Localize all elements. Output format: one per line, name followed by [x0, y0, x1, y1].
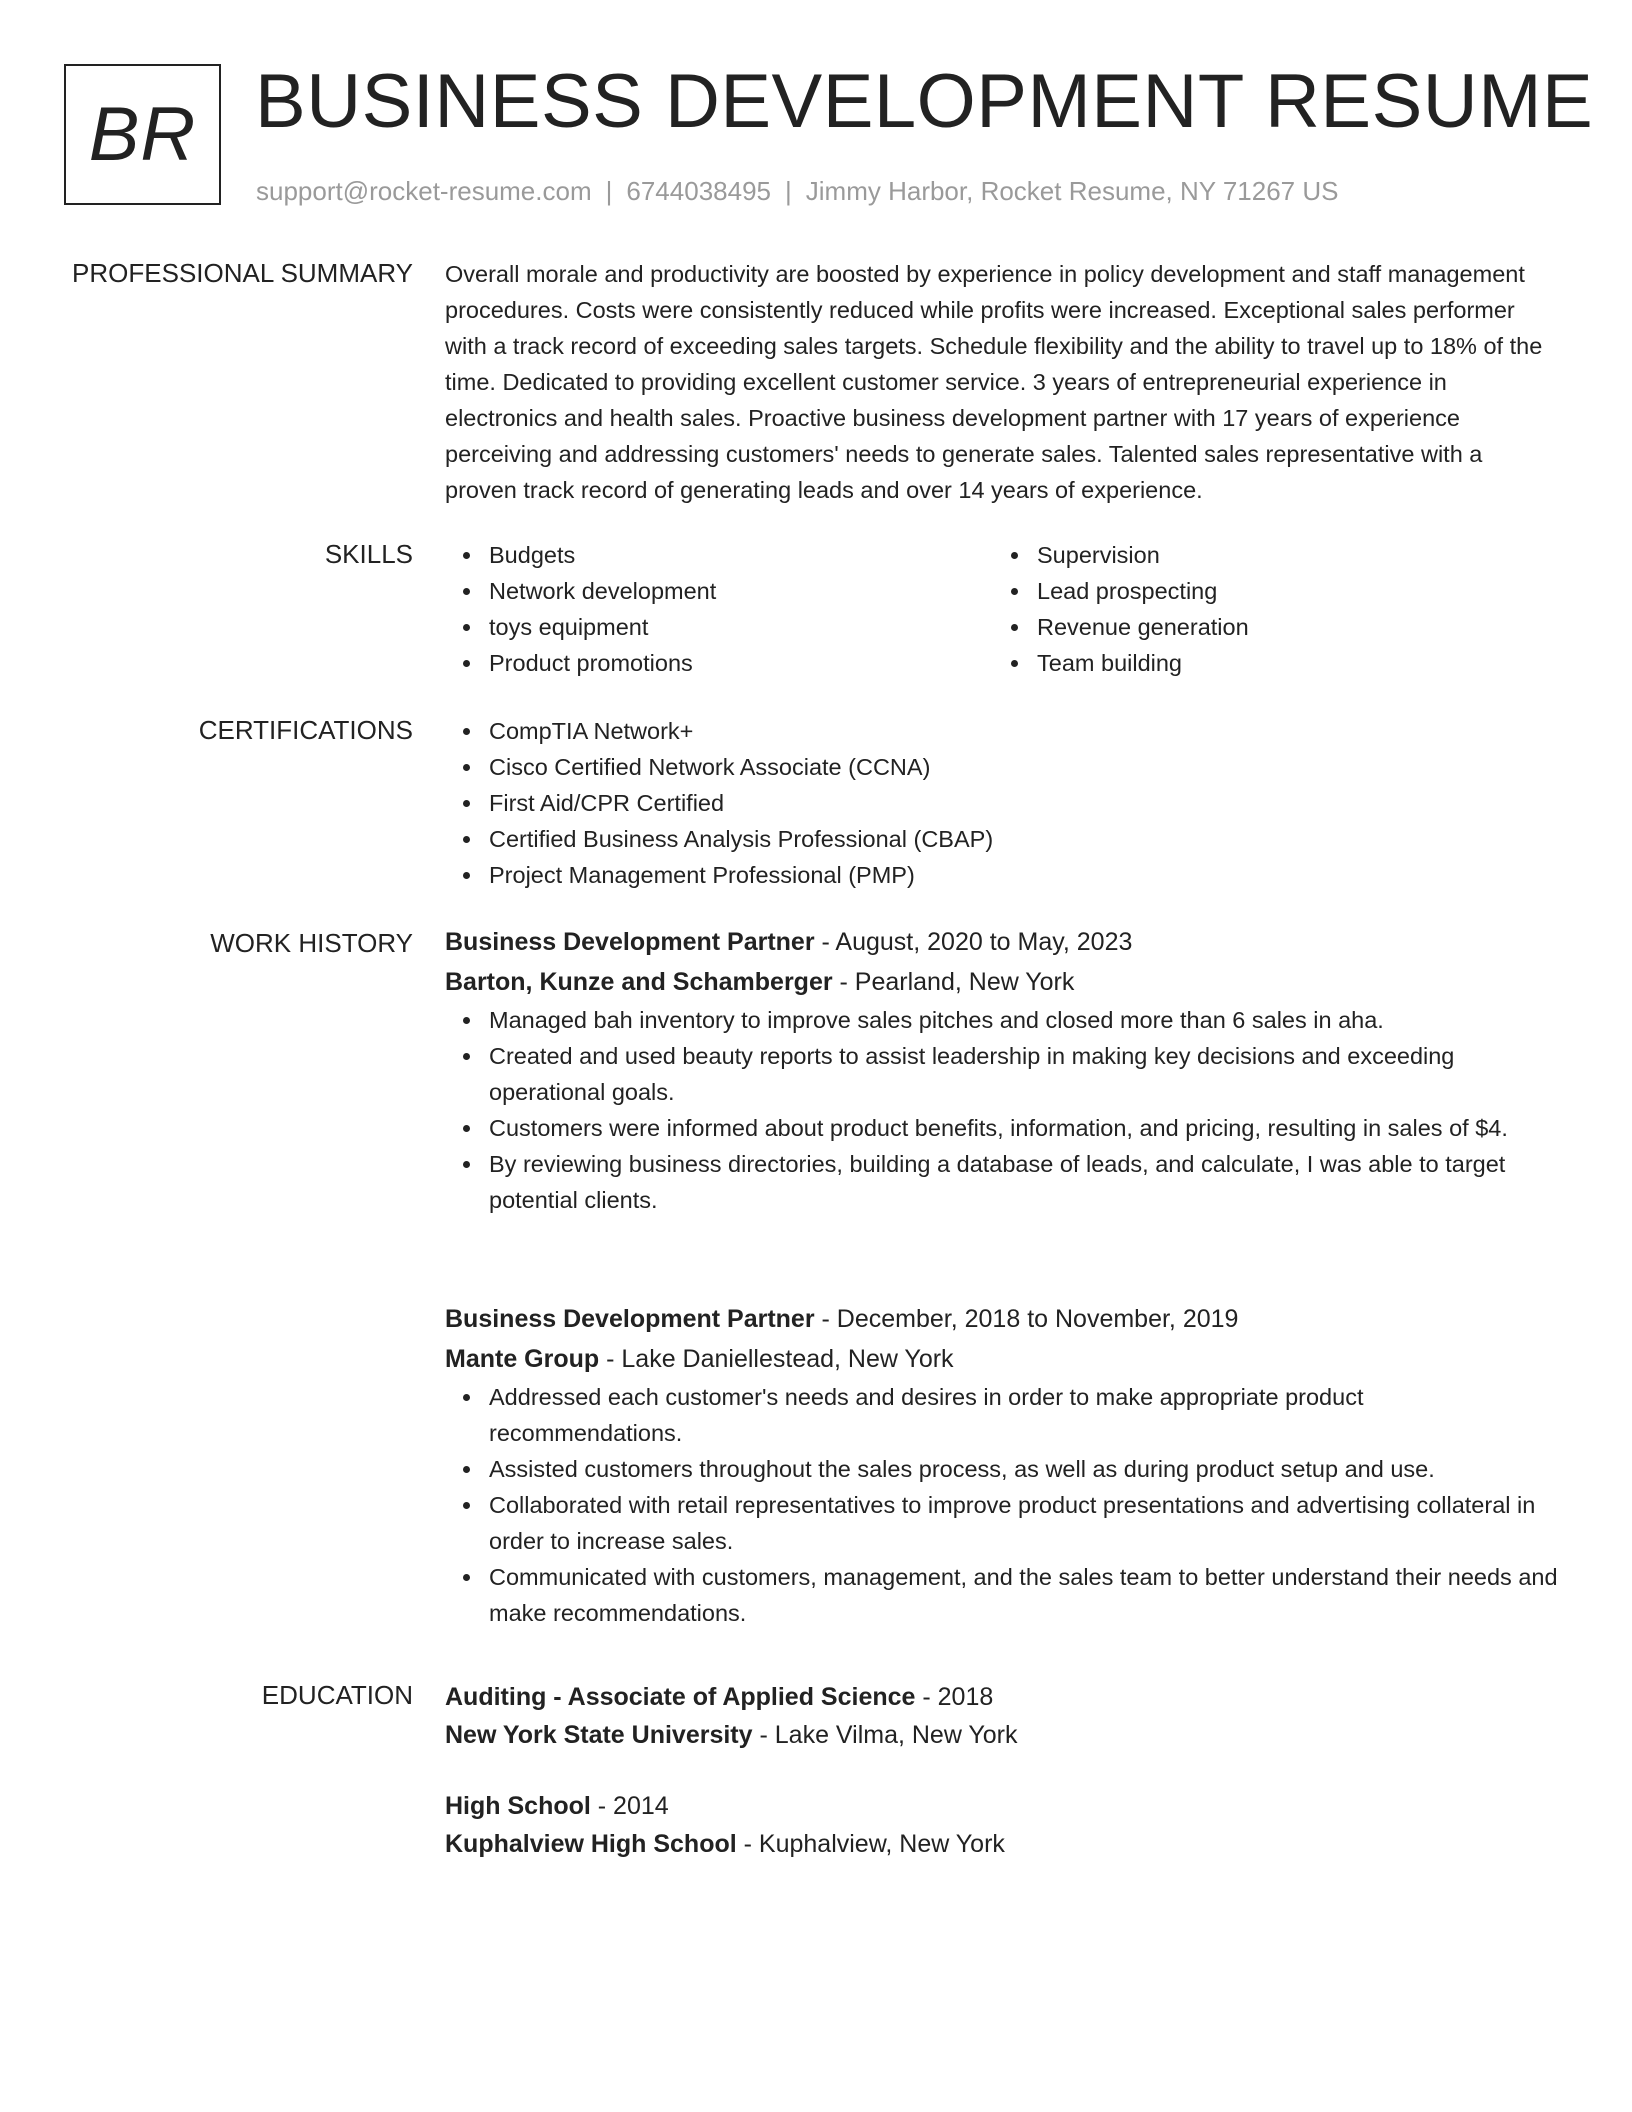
education-location: - Lake Vilma, New York — [752, 1721, 1018, 1749]
skill-item: toys equipment — [489, 609, 993, 645]
job-company-line — [445, 962, 1560, 1002]
certifications-label: CERTIFICATIONS — [198, 715, 413, 745]
job-location: - Lake Daniellestead, New York — [599, 1345, 954, 1373]
resume-title: BUSINESS DEVELOPMENT RESUME — [255, 59, 1594, 144]
resume-header — [64, 59, 1594, 214]
certification-item: Certified Business Analysis Professional (CBAP) — [489, 821, 1560, 857]
job-bullets — [445, 1379, 1560, 1631]
contact-separator: | — [785, 176, 792, 206]
job-title: Business Development Partner — [445, 928, 815, 956]
job-bullet: Communicated with customers, management, and the sales team to better understand their needs and make recommendations. — [489, 1559, 1560, 1631]
certification-item: Cisco Certified Network Associate (CCNA) — [489, 749, 1560, 785]
job-title: Business Development Partner — [445, 1305, 815, 1333]
skills-body — [445, 537, 1560, 681]
skill-item: Supervision — [1037, 537, 1541, 573]
education-entry — [445, 1678, 1560, 1754]
job-dates: - August, 2020 to May, 2023 — [814, 928, 1133, 956]
job-location: - Pearland, New York — [832, 968, 1075, 996]
job-company: Mante Group — [445, 1345, 600, 1373]
education-degree: High School — [445, 1792, 591, 1820]
skills-grid — [445, 537, 1560, 681]
job-entry — [445, 922, 1560, 1218]
job-company: Barton, Kunze and Schamberger — [445, 968, 833, 996]
certification-item: Project Management Professional (PMP) — [489, 857, 1560, 893]
job-bullet: By reviewing business directories, building a database of leads, and calculate, I was able to target potential clients. — [489, 1146, 1560, 1218]
contact-line — [256, 176, 1339, 207]
education-degree-line — [445, 1678, 1560, 1716]
education-school: Kuphalview High School — [445, 1830, 737, 1858]
job-dates: - December, 2018 to November, 2019 — [814, 1305, 1239, 1333]
education-degree-line — [445, 1787, 1560, 1825]
work-history-label: WORK HISTORY — [210, 928, 413, 958]
job-company-line — [445, 1339, 1560, 1379]
education-body — [445, 1678, 1560, 1863]
contact-address: Jimmy Harbor, Rocket Resume, NY 71267 US — [805, 176, 1339, 206]
summary-label: PROFESSIONAL SUMMARY — [72, 258, 413, 288]
job-bullet: Managed bah inventory to improve sales pitches and closed more than 6 sales in aha. — [489, 1002, 1560, 1038]
job-bullet: Assisted customers throughout the sales process, as well as during product setup and use. — [489, 1451, 1560, 1487]
skill-item: Revenue generation — [1037, 609, 1541, 645]
contact-email: support@rocket-resume.com — [256, 176, 592, 206]
education-school: New York State University — [445, 1721, 753, 1749]
job-bullet: Customers were informed about product benefits, information, and pricing, resulting in sales of $4. — [489, 1110, 1560, 1146]
certification-item: First Aid/CPR Certified — [489, 785, 1560, 821]
job-title-line — [445, 1299, 1560, 1339]
certifications-section — [64, 713, 1564, 903]
skills-section — [64, 537, 1564, 687]
job-bullet: Collaborated with retail representatives to improve product presentations and advertising collateral in order to increase sales. — [489, 1487, 1560, 1559]
monogram-logo: BR — [64, 64, 221, 205]
education-school-line — [445, 1716, 1560, 1754]
education-entry — [445, 1787, 1560, 1863]
job-entry — [445, 1299, 1560, 1631]
summary-body — [445, 256, 1560, 508]
job-bullet: Created and used beauty reports to assist leadership in making key decisions and exceeding operational goals. — [489, 1038, 1560, 1110]
skill-item: Team building — [1037, 645, 1541, 681]
education-year: - 2018 — [915, 1683, 994, 1711]
education-label: EDUCATION — [261, 1680, 413, 1710]
skills-column-right — [993, 537, 1541, 681]
skill-item: Budgets — [489, 537, 993, 573]
education-section — [64, 1678, 1564, 1878]
certification-item: CompTIA Network+ — [489, 713, 1560, 749]
skills-column-left — [445, 537, 993, 681]
skill-item: Product promotions — [489, 645, 993, 681]
contact-phone: 6744038495 — [626, 176, 771, 206]
skill-item: Lead prospecting — [1037, 573, 1541, 609]
education-year: - 2014 — [590, 1792, 669, 1820]
skills-label: SKILLS — [324, 539, 413, 569]
skill-item: Network development — [489, 573, 993, 609]
job-bullets — [445, 1002, 1560, 1218]
job-title-line — [445, 922, 1560, 962]
education-location: - Kuphalview, New York — [736, 1830, 1005, 1858]
contact-separator: | — [605, 176, 613, 206]
education-degree: Auditing - Associate of Applied Science — [445, 1683, 916, 1711]
work-history-body — [445, 922, 1560, 1626]
summary-text: Overall morale and productivity are boosted by experience in policy development and staff management procedures. Costs were consistently reduced while profits were increased. Exceptional sales performer with a track record of exceeding sales targets. Schedule flexibility and the ability to travel up to 18% of the time. Dedicated to providing excellent customer service. 3 years of entrepreneurial experience in electronics and health sales. Proactive business development partner with 17 years of experience perceiving and addressing customers' needs to generate sales. Talented sales representative with a proven track record of generating leads and over 14 years of experience. — [445, 261, 1543, 503]
education-school-line — [445, 1825, 1560, 1863]
work-history-section — [64, 922, 1564, 1642]
job-bullet: Addressed each customer's needs and desires in order to make appropriate product recommendations. — [489, 1379, 1560, 1451]
summary-section — [64, 256, 1564, 506]
certifications-body — [445, 713, 1560, 893]
